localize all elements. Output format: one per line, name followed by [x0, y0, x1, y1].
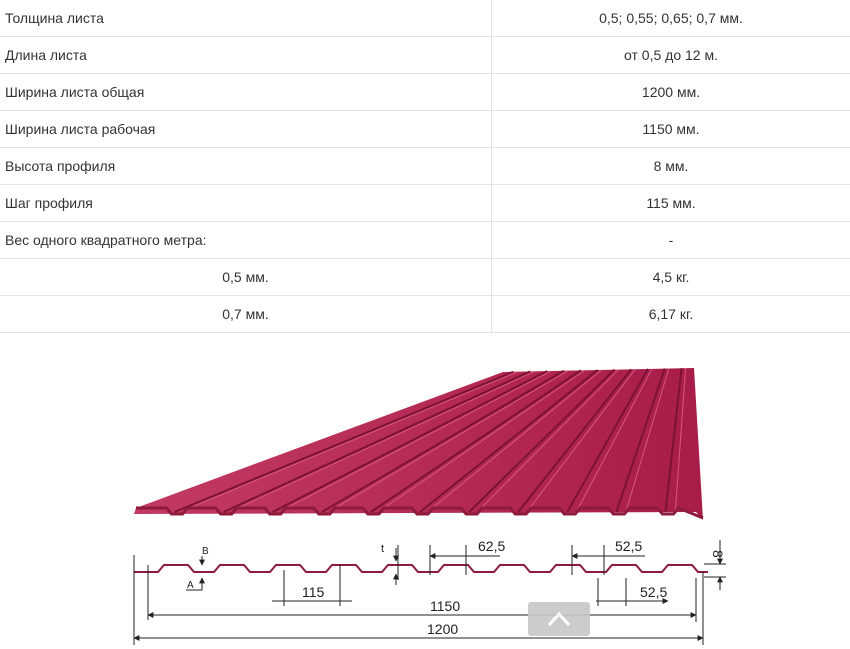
spec-value: 8 мм.	[492, 148, 850, 185]
spec-name: Шаг профиля	[0, 185, 492, 222]
spec-name: Длина листа	[0, 37, 492, 74]
label-profile-step: 115	[302, 584, 325, 600]
spec-name: Ширина листа общая	[0, 74, 492, 111]
table-row	[0, 74, 850, 111]
spec-value: 1150 мм.	[492, 111, 850, 148]
label-a: A	[187, 580, 194, 591]
chevron-up-icon	[528, 602, 590, 636]
table-row	[0, 0, 850, 37]
dimension-labels	[187, 538, 726, 637]
spec-value: 4,5 кг.	[492, 259, 850, 296]
label-profile-height: 8	[710, 550, 726, 558]
spec-value: 115 мм.	[492, 185, 850, 222]
spec-name: 0,5 мм.	[0, 259, 492, 296]
table-row	[0, 296, 850, 333]
table-row	[0, 111, 850, 148]
scroll-to-top-button[interactable]	[528, 602, 590, 636]
spec-value: от 0,5 до 12 м.	[492, 37, 850, 74]
table-row	[0, 148, 850, 185]
spec-value: 0,5; 0,55; 0,65; 0,7 мм.	[492, 0, 850, 37]
label-bottom-width: 52,5	[640, 584, 668, 600]
table-row	[0, 185, 850, 222]
label-total-width: 1200	[427, 621, 459, 637]
profiled-sheet-drawing	[0, 337, 850, 649]
spec-value: 1200 мм.	[492, 74, 850, 111]
corrugated-sheet-image	[134, 368, 703, 520]
spec-name: Толщина листа	[0, 0, 492, 37]
table-row	[0, 259, 850, 296]
label-top-width-2: 52,5	[615, 538, 643, 554]
label-b: B	[202, 546, 209, 557]
spec-value: -	[492, 222, 850, 259]
table-row	[0, 37, 850, 74]
label-top-width: 62,5	[478, 538, 506, 554]
label-working-width: 1150	[430, 598, 461, 614]
table-row	[0, 222, 850, 259]
spec-name: 0,7 мм.	[0, 296, 492, 333]
spec-name: Ширина листа рабочая	[0, 111, 492, 148]
label-thickness: t	[381, 543, 385, 555]
spec-value: 6,17 кг.	[492, 296, 850, 333]
spec-name: Вес одного квадратного метра:	[0, 222, 492, 259]
spec-name: Высота профиля	[0, 148, 492, 185]
